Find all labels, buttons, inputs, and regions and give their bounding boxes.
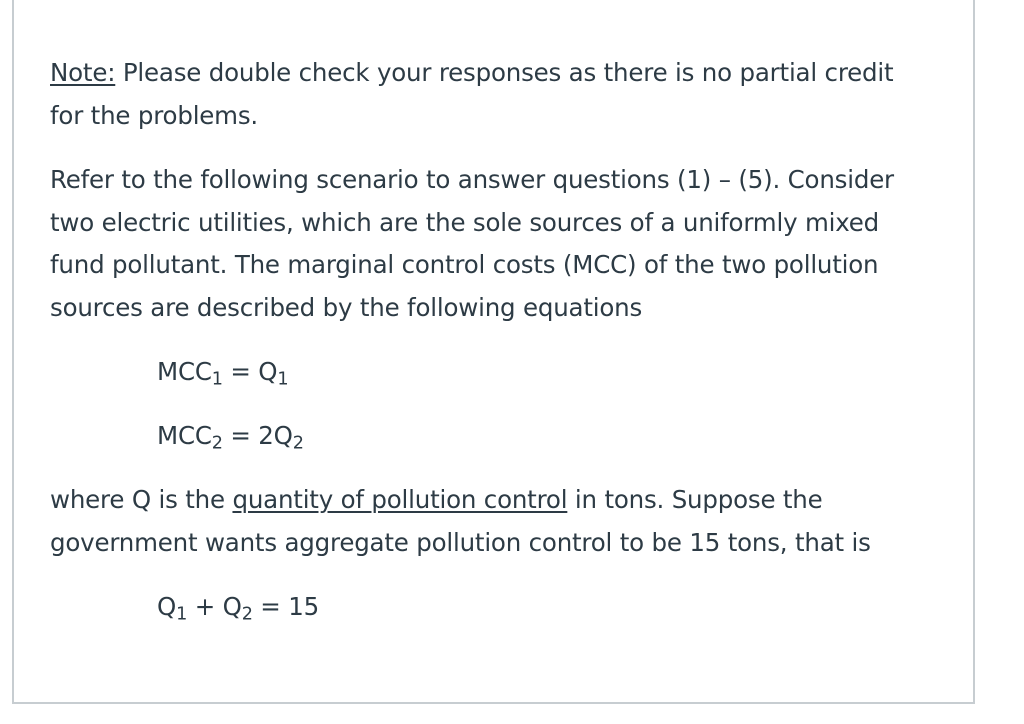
pollution-control-link[interactable]: quantity of pollution control <box>232 485 568 514</box>
eq3-q1: Q <box>157 592 177 621</box>
eq3-q2-sub: 2 <box>241 604 253 625</box>
eq3-plus: + Q <box>187 592 242 621</box>
eq1-lhs-sub: 1 <box>211 369 223 390</box>
eq3-q1-sub: 1 <box>176 604 188 625</box>
eq3-rhs: = 15 <box>252 592 319 621</box>
after-after-link: in tons. Suppose the government wants aggregate pollution control to be 15 tons, that is <box>50 485 871 557</box>
question-panel <box>12 0 975 704</box>
after-before-link: where Q is the <box>50 485 233 514</box>
note-paragraph <box>50 52 930 137</box>
eq2-mid: = 2Q <box>222 421 293 450</box>
eq1-lhs: MCC <box>157 357 212 386</box>
equation-total <box>157 586 930 628</box>
equation-mcc2 <box>157 415 930 457</box>
scenario-paragraph: Refer to the following scenario to answer questions (1) – (5). Consider two electric utilities, which are the sole sources of a uniformly mixed fund pollutant. The marginal control costs (MCC) of the two pollution sources are described by the following equations <box>50 165 894 322</box>
question-content <box>50 0 930 628</box>
after-paragraph <box>50 479 930 564</box>
equation-mcc1 <box>157 351 930 393</box>
note-text: Please double check your responses as there is no partial credit for the problems. <box>50 58 894 130</box>
note-label: Note: <box>50 58 116 87</box>
eq1-mid: = Q <box>222 357 278 386</box>
eq1-rhs-sub: 1 <box>277 369 289 390</box>
eq2-rhs-sub: 2 <box>292 433 304 454</box>
eq2-lhs-sub: 2 <box>211 433 223 454</box>
eq2-lhs: MCC <box>157 421 212 450</box>
